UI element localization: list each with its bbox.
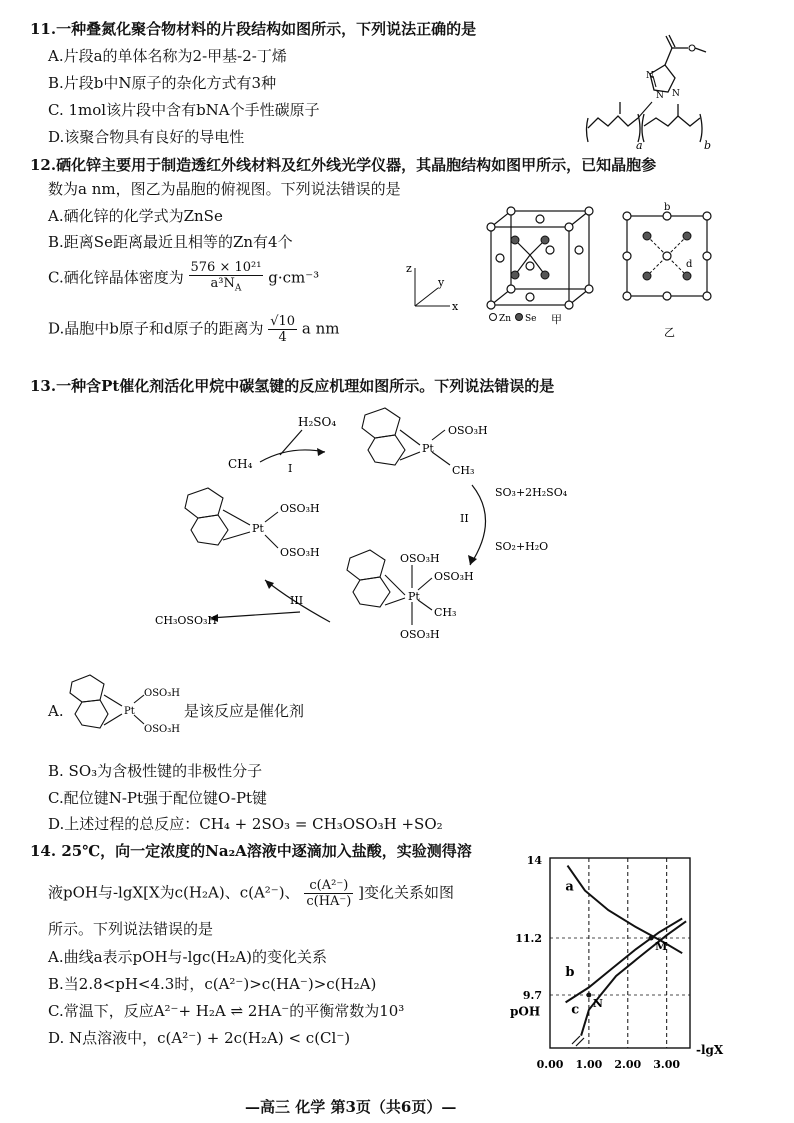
page-footer: —高三 化学 第3页（共6页）—: [245, 1098, 457, 1116]
fig-label-a: a: [636, 139, 643, 152]
axis-indicator: [400, 258, 470, 318]
q12-stem-line2: 数为a nm，图乙为晶胞的俯视图。下列说法错误的是: [48, 180, 401, 198]
complex2-oso3h-top: OSO₃H: [280, 502, 320, 515]
q12-option-d: [48, 314, 339, 345]
complex2-oso3h-bottom: OSO₃H: [280, 546, 320, 559]
fig-label-b: b: [704, 139, 712, 152]
x-tick-label: 2.00: [614, 1058, 642, 1071]
option-a-oso3h-top: OSO₃H: [144, 688, 180, 699]
axis-y-label: y: [438, 276, 445, 289]
q14-option-b: B.当2.8<pH<4.3时，c(A²⁻)>c(HA⁻)>c(H₂A): [48, 975, 377, 993]
q12-option-a: A.硒化锌的化学式为ZnSe: [48, 207, 223, 225]
y-tick-label: 11.2: [515, 932, 542, 945]
svg-text:N: N: [646, 71, 654, 81]
complex3-oso3h-right: OSO₃H: [434, 570, 474, 583]
fig-label-jia: 甲: [551, 313, 562, 326]
q12-option-b: B.距离Se距离最近且相等的Zn有4个: [48, 233, 293, 251]
series-label-a: a: [565, 879, 574, 895]
density-fraction: [189, 260, 264, 297]
q14-stem-line1: 14. 25℃，向一定浓度的Na₂A溶液中逐滴加入盐酸，实验测得溶: [30, 842, 472, 860]
option-a-oso3h-bottom: OSO₃H: [144, 724, 180, 735]
ratio-denominator: c(HA⁻): [306, 894, 352, 909]
x-tick-label: 1.00: [575, 1058, 603, 1071]
complex3-ch3: CH₃: [434, 606, 457, 619]
legend-se-label: Se: [525, 314, 537, 324]
ratio-numerator: c(A²⁻): [304, 878, 353, 894]
q11-polymer-structure: [580, 30, 720, 150]
complex3-oso3h-bottom: OSO₃H: [400, 628, 440, 641]
series-label-b: b: [565, 965, 575, 980]
pt-label-1: Pt: [422, 442, 434, 455]
q12-option-d-prefix: D.晶胞中b原子和d原子的距离为: [48, 319, 264, 338]
ch4-label: CH₄: [228, 457, 253, 471]
option-a-pt: Pt: [124, 706, 135, 717]
point-d-label: d: [686, 259, 693, 270]
point-label-N: N: [592, 997, 603, 1010]
distance-denominator: 4: [278, 330, 287, 345]
x-tick-label: 0.00: [536, 1058, 564, 1071]
q13-option-c: C.配位键N-Pt强于配位键O-Pt键: [48, 789, 268, 807]
density-denominator: $a^3N_A$: [210, 276, 242, 294]
q14-option-a: A.曲线a表示pOH与-lgc(H₂A)的变化关系: [48, 948, 328, 966]
q11-option-d: D.该聚合物具有良好的导电性: [48, 128, 245, 146]
axis-x-label: x: [452, 300, 459, 313]
complex1-ch3: CH₃: [452, 464, 475, 477]
svg-text:N: N: [672, 89, 680, 99]
unit-cell-jia: [485, 205, 595, 325]
option-a-catalyst-structure: [62, 670, 182, 745]
complex1-oso3h: OSO₃H: [448, 424, 488, 437]
q12-option-c-prefix: C.硒化锌晶体密度为: [48, 268, 184, 287]
point-label-M: M: [655, 940, 668, 953]
step-iii-label: III: [290, 594, 304, 607]
q13-stem: 13.一种含Pt催化剂活化甲烷中碳氢键的反应机理如图所示。下列说法错误的是: [30, 377, 555, 395]
q13-option-a-prefix: A.: [48, 702, 64, 720]
svg-text:N: N: [656, 91, 664, 101]
point-N: [586, 993, 591, 998]
legend-zn-marker: [490, 314, 497, 321]
step-i-label: I: [288, 462, 293, 475]
q14-option-c: C.常温下，反应A²⁻+ H₂A ⇌ 2HA⁻的平衡常数为10³: [48, 1002, 405, 1020]
series-line-c: [581, 921, 686, 1035]
h2so4-label: H₂SO₄: [298, 415, 337, 429]
fig-label-yi: 乙: [664, 326, 675, 339]
series-line-b: [566, 919, 683, 1003]
q11-option-a: A.片段a的单体名称为2-甲基-2-丁烯: [48, 47, 287, 65]
pt-label-3: Pt: [408, 590, 420, 603]
so2-output: SO₂+H₂O: [495, 540, 549, 553]
distance-fraction: [268, 314, 297, 345]
step-i-arrow: [260, 450, 325, 462]
pt-label-2: Pt: [252, 522, 264, 535]
y-tick-label: 9.7: [522, 989, 542, 1002]
legend-zn-label: Zn: [499, 314, 512, 324]
step-ii-arrow: [470, 485, 486, 565]
distance-numerator: √10: [270, 314, 296, 329]
y-tick-label: 14: [526, 854, 542, 867]
series-label-c: c: [571, 1002, 580, 1018]
density-unit: g·cm⁻³: [268, 268, 320, 287]
q12-option-c: [48, 260, 319, 297]
product-label: CH₃OSO₃H: [155, 614, 217, 627]
catalytic-cycle-diagram: [150, 400, 620, 660]
q14-stem-line2: [48, 878, 454, 909]
point-b-label: b: [664, 202, 671, 213]
y-axis-label: pOH: [510, 1004, 541, 1019]
density-denominator-text: a³N: [210, 276, 235, 291]
x-axis-label: -lgX: [696, 1043, 724, 1057]
q14-stem-line2-a: 液pOH与-lgX[X为c(H₂A)、c(A²⁻)、: [48, 883, 300, 902]
q13-option-a-suffix: 是该反应是催化剂: [184, 702, 305, 720]
x-tick-label: 3.00: [653, 1058, 681, 1071]
q11-option-c: C. 1mol该片段中含有bNA个手性碳原子: [48, 101, 320, 119]
poh-vs-lgx-chart: [510, 850, 760, 1080]
q14-stem-line2-b: ]变化关系如图: [358, 883, 454, 902]
so3-input: SO₃+2H₂SO₄: [495, 486, 568, 499]
q11-option-b: B.片段b中N原子的杂化方式有3种: [48, 74, 277, 92]
density-numerator: 576 × 10²¹: [190, 260, 262, 275]
q13-option-b: B. SO₃为含极性键的非极性分子: [48, 762, 263, 780]
distance-unit: a nm: [301, 319, 340, 338]
q14-stem-line3: 所示。下列说法错误的是: [48, 920, 214, 938]
q11-stem: 11.一种叠氮化聚合物材料的片段结构如图所示，下列说法正确的是: [30, 20, 477, 38]
point-M: [649, 936, 654, 941]
axis-z-label: z: [406, 262, 412, 275]
legend-se-marker: [516, 314, 523, 321]
q13-option-d: D.上述过程的总反应：CH₄ + 2SO₃ = CH₃OSO₃H +SO₂: [48, 815, 443, 833]
unit-cell-top-view-yi: [620, 200, 720, 340]
q14-option-d: D. N点溶液中，c(A²⁻) + 2c(H₂A) < c(Cl⁻): [48, 1029, 351, 1047]
complex3-oso3h-top: OSO₃H: [400, 552, 440, 565]
step-ii-label: II: [460, 512, 469, 525]
ratio-fraction: [304, 878, 353, 909]
q12-stem-line1: 12.硒化锌主要用于制造透红外线材料及红外线光学仪器，其晶胞结构如图甲所示，已知晶胞参: [30, 156, 657, 174]
